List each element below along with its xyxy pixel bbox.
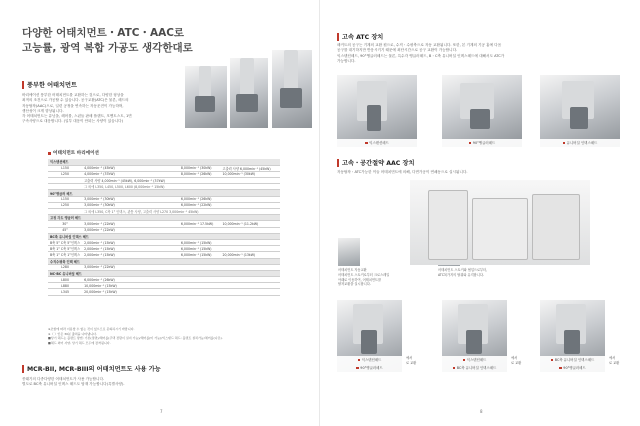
aac-photo-2	[442, 300, 507, 372]
table-cell: 6,000min⁻¹ (26kW)	[82, 277, 179, 283]
body-line: 생산성이 크게 향상됩니다.	[22, 108, 64, 113]
photo-subcaption: BC축 유니버설 인덱스헤드	[442, 364, 507, 372]
body-line: 최적의 조건으로 가공할 수 있습니다. 공구교환(ATC)은 물론, 헤드의	[22, 98, 129, 103]
table-cell: B축 1° C축 5°인덱스	[50, 247, 81, 252]
table-cell: 8,000min⁻¹ (30kW)	[179, 165, 221, 171]
aac-caption-1: 어태치먼트 자동교환 어태치먼트 스토커로부터 크로스레일 아래로 이동하여, 어태치먼트를 탈착교환을 실시합니다.	[338, 268, 390, 287]
table-cell: 4,000min⁻¹ (45kW)	[82, 165, 179, 171]
page-headline	[22, 26, 232, 56]
section-title-atc	[337, 32, 383, 41]
table-cell: 그 외에 L350, C축 1° 인덱스, 관통 사양, 고출력 사양 L270 3,000min⁻¹ 45kW)	[82, 209, 280, 215]
table-cell: 20,000min⁻¹ (13kW)	[221, 252, 281, 258]
note-line: ※조합에 따라 이용할 수 없는 것이 있으므로 문의하시기 바랍니다.	[48, 327, 135, 331]
atc-photo-angle	[442, 75, 522, 147]
headline-line-2: 고능률, 광역 복합 가공도 생각한대로	[22, 42, 193, 54]
table-cell: 2,000min⁻¹ (15kW)	[82, 252, 179, 258]
table-cell	[179, 289, 221, 295]
atc-photo-extension	[337, 75, 417, 147]
table-notes	[48, 327, 288, 345]
page-number-left: 7	[160, 409, 163, 414]
photo-caption: BC축 유니버설 인덱스헤드	[540, 356, 605, 364]
photo-subcaption: 90°앵글러헤드	[337, 364, 402, 372]
table-cell: 수직수평축 인텍 헤드	[48, 258, 280, 264]
photo-caption: 90°앵글러헤드	[442, 139, 522, 147]
section-title-text: MCR-BII, MCR-BIII의 어태치먼트도 사용 가능	[27, 366, 161, 373]
atc-body	[337, 43, 627, 64]
body-line: 종래기의 다종다양한 어태치먼트가 사용 가능합니다.	[22, 377, 105, 381]
section-title-attachments	[22, 80, 77, 89]
table-cell: 10,000min⁻¹ (30kW)	[221, 171, 281, 177]
attachments-body	[22, 93, 172, 125]
table-cell: 고정 각도 앵글러 헤드	[48, 215, 280, 221]
table-cell: B축 5° C축 5°인덱스	[50, 241, 81, 246]
table-cell: 10,000min⁻¹ (11.2kW)	[221, 221, 281, 227]
variation-title-text: 어태치먼트 바리에이션	[53, 151, 99, 156]
photo-caption: 유니버설 인덱스헤드	[540, 139, 620, 147]
aac-photo-3	[540, 300, 605, 372]
compat-body	[22, 377, 202, 388]
table-cell: 고출력 사양 4,000min⁻¹ (45kW), 6,000min⁻¹ (37kW)	[82, 178, 179, 184]
accent-bar-icon	[22, 81, 24, 89]
table-cell: L800	[48, 277, 82, 283]
body-line: 익스텐션헤드, 90°앵글러헤드는 물론, 특수각 앵글러헤드, B・C축 유니버설 인덱스헤드에 대해서도 ATC가	[337, 53, 505, 58]
table-cell: L250	[48, 171, 82, 177]
photo-subcaption: 90°앵글러헤드	[540, 364, 605, 372]
aac-machine-photo	[410, 180, 590, 265]
accent-bar-icon	[22, 365, 24, 373]
table-cell: 6,000min⁻¹ (15kW)	[179, 246, 221, 252]
headline-line-1: 다양한 어태치먼트・ATC・AAC로	[22, 27, 185, 39]
aac-body: 자동탈착・ATC가능한 이들 어태치먼트에 의해, 다면가공이 연쇄동으로 실시됩니다.	[337, 170, 468, 174]
table-cell: 익스텐션헤드	[48, 159, 280, 165]
section-title-text: 고속・공간절약 AAC 장치	[342, 160, 415, 167]
section-title-text: 풍부한 어태치먼트	[27, 82, 77, 89]
exchange-text-3: 에서 로 교환	[609, 356, 620, 365]
aac-caption-2: 어태치먼트 스토커와 협업으로부터, ATC복가지의 탈위와 유지합니다.	[438, 268, 488, 277]
table-cell: 3,000min⁻¹ (22kW)	[82, 227, 179, 233]
body-line: 구속사양으로 대응합니다. (일부 대응이 안되는 사양이 있습니다)	[22, 119, 124, 124]
table-row	[48, 289, 280, 295]
table-cell: 6,000min⁻¹ (26kW)	[179, 196, 221, 202]
aac-photo-1	[337, 300, 402, 372]
exchange-text-2: 에서 로 교환	[511, 356, 522, 365]
table-cell: 8,000min⁻¹ (26kW)	[179, 171, 221, 177]
attachment-photo-2	[230, 58, 268, 128]
attachment-photo-3	[272, 50, 312, 128]
square-bullet-icon	[48, 152, 51, 155]
body-line: 헤커트의 공구는 기계의 교환 원으로, 수직・수평축으로 자동 교환됩니다. 또한, 본 기계의 기공 홈에 다음	[337, 43, 502, 47]
table-cell: L250	[48, 202, 82, 208]
table-cell: 3,000min⁻¹ (22kW)	[82, 264, 179, 270]
photo-caption: 익스텐션헤드	[442, 356, 507, 364]
section-title-text: 고속 ATC 장치	[342, 34, 384, 41]
body-line: 자동탈착(AAC)으로, 일련 공정을 연속하는 자동운전이 가능하며,	[22, 103, 124, 108]
table-cell: BC축 유니버설 인덱스 헤드	[48, 233, 280, 239]
body-line: 가능합니다.	[337, 58, 356, 63]
table-cell: 90°앵글러 헤드	[48, 190, 280, 196]
table-cell: 6,000min⁻¹ (22kW)	[179, 202, 221, 208]
note-line: ■상기 헤드는 플랜트 방법: 기본(정면)/체어를(주택 전환이 실지 가능)/체어를(미 가능)/익스텐드 헤드: 플랜트 설치가능/체어를(나온).	[48, 336, 223, 341]
table-cell: 3,000min⁻¹ (22kW)	[82, 221, 179, 227]
section-title-aac	[337, 158, 414, 167]
attachment-photo-1	[185, 66, 227, 128]
table-cell: 6,000min⁻¹ 17.5kW)	[179, 221, 221, 227]
table-cell: 그 외에 L350, L450, L500, L600 (8,000min⁻¹ 15kW)	[82, 184, 280, 190]
exchange-text-1: 에서 로 교환	[406, 356, 417, 365]
table-cell: 3,000min⁻¹ (30kW)	[82, 196, 179, 202]
table-cell	[221, 289, 281, 295]
note-line: ■헤드 외어 사양, 상기 헤드 모두에 장착됩니다.	[48, 340, 111, 345]
table-cell: 2,000min⁻¹ (15kW)	[82, 239, 179, 245]
photo-caption: 익스텐션헤드	[337, 356, 402, 364]
body-line: 바리에이션 풍부한 어태치먼트를 교환하는 것으로, 다양한 형상을	[22, 93, 124, 97]
table-cell: 2,000min⁻¹ (15kW)	[82, 246, 179, 252]
page-number-right: 8	[480, 409, 483, 414]
table-cell: B축 1° C축 1°인덱스	[50, 253, 81, 258]
accent-bar-icon	[337, 159, 339, 167]
accent-bar-icon	[337, 33, 339, 41]
body-line: 공구를 대기하지만 반응시키기 때문에 최단시간으로 공구 교환이 가능합니다.	[337, 48, 458, 53]
note-line: ※（ ）안은 30분 출력을 나타냅니다.	[48, 331, 97, 336]
table-cell: L150	[48, 196, 82, 202]
photo-caption: 익스텐션헤드	[337, 139, 417, 147]
table-cell: L345	[48, 289, 82, 295]
section-title-compat	[22, 364, 161, 373]
body-line: 각 어태치먼트는 유닛을, 헤어를, 스핀들 판매 플랜트, 모멘트스트, 1면	[22, 114, 132, 119]
table-cell: L150	[48, 165, 82, 171]
table-cell: NC-BC 유니버설 헤드	[48, 270, 280, 276]
table-cell: 3,000min⁻¹ (30kW)	[82, 202, 179, 208]
table-cell: 6,000min⁻¹ (15kW)	[179, 239, 221, 245]
table-cell: 4,000min⁻¹ (37kW)	[82, 171, 179, 177]
table-cell: 20,000min⁻¹ (15kW)	[82, 289, 179, 295]
table-cell: L880	[48, 283, 82, 289]
aac-detail-photo-1	[338, 238, 360, 266]
variation-title	[48, 150, 99, 156]
body-line: 별도로 BC축 유니버설 인덱스 헤드도 탑재 가능합니다(특별사양).	[22, 382, 125, 387]
table-cell: 10,000min⁻¹ (15kW)	[82, 283, 179, 289]
table-cell: 6,000min⁻¹ (15kW)	[179, 252, 221, 258]
atc-photo-universal	[540, 75, 620, 147]
table-cell: 45°	[48, 227, 82, 233]
table-cell: 고출력 사양 6,000min⁻¹ (45kW)	[221, 165, 281, 171]
attachment-spec-table	[48, 159, 280, 296]
table-cell: L280	[48, 264, 82, 270]
right-page	[320, 0, 640, 426]
table-cell: 30°	[48, 221, 82, 227]
